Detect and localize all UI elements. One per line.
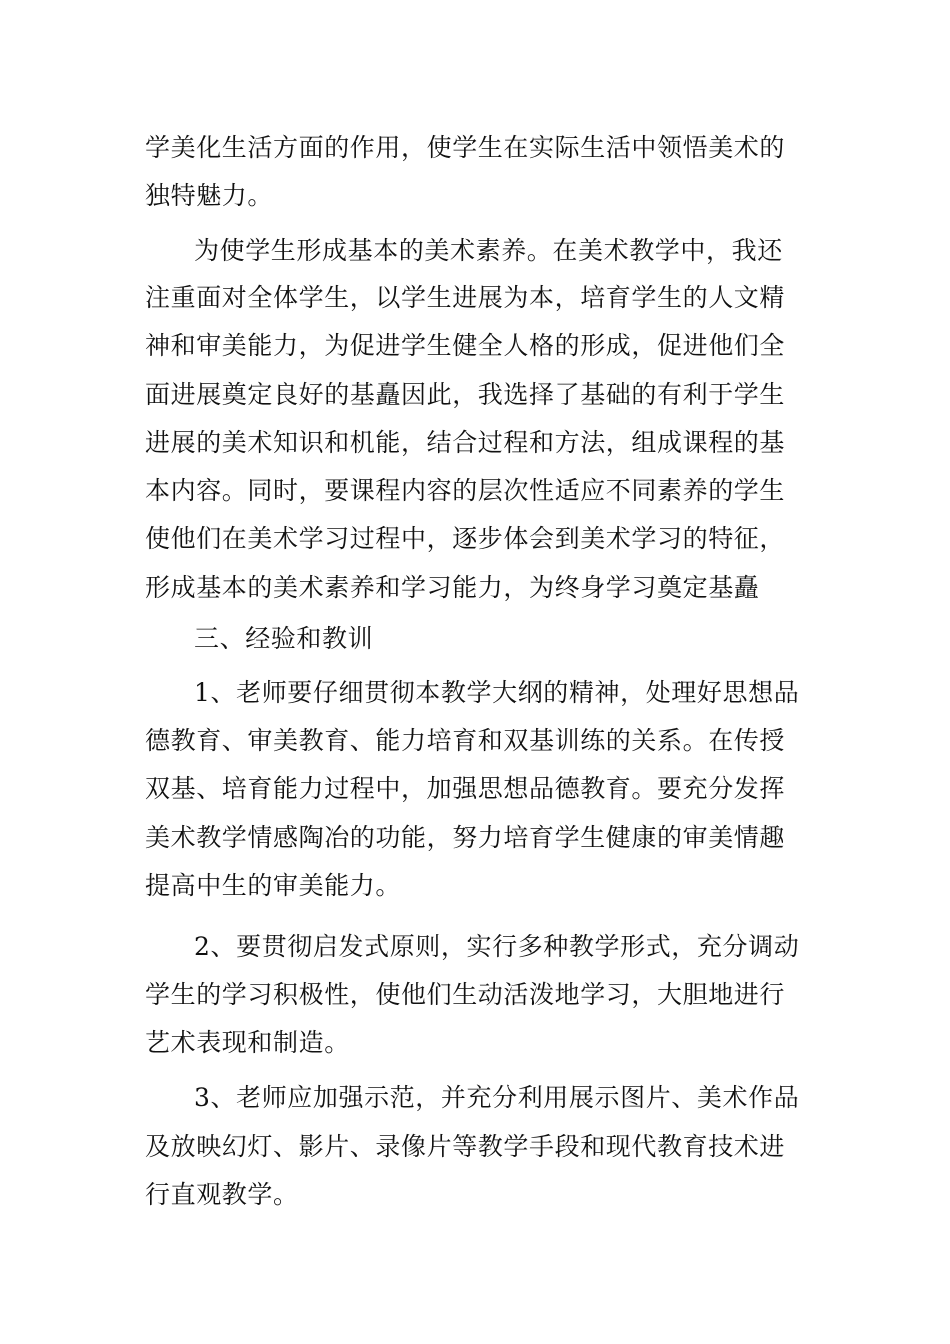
- text-line: 神和审美能力，为促进学生健全人格的形成，促进他们全: [145, 331, 786, 360]
- text-line: 及放映幻灯、影片、录像片等教学手段和现代教育技术进: [145, 1132, 786, 1161]
- text-line: 进展的美术知识和机能，结合过程和方法，组成课程的基: [145, 428, 786, 457]
- text-line: 本内容。同时，要课程内容的层次性适应不同素养的学生: [145, 476, 786, 505]
- text-line: 形成基本的美术素养和学习能力，为终身学习奠定基矗: [145, 573, 760, 602]
- text-line: 注重面对全体学生，以学生进展为本，培育学生的人文精: [145, 283, 786, 312]
- paragraph-first-line: 3、老师应加强示范，并充分利用展示图片、美术作品: [194, 1083, 800, 1112]
- text-line: 提高中生的审美能力。: [145, 871, 402, 900]
- text-line: 使他们在美术学习过程中，逐步体会到美术学习的特征，: [145, 524, 786, 553]
- paragraph-first-line: 为使学生形成基本的美术素养。在美术教学中，我还: [194, 236, 783, 265]
- text-line: 美术教学情感陶冶的功能，努力培育学生健康的审美情趣: [145, 823, 786, 852]
- text-line: 学美化生活方面的作用，使学生在实际生活中领悟美术的: [145, 133, 786, 162]
- text-line: 学生的学习积极性，使他们生动活泼地学习，大胆地进行: [145, 980, 786, 1009]
- section-heading: 三、经验和教训: [194, 624, 374, 653]
- text-line: 德教育、审美教育、能力培育和双基训练的关系。在传授: [145, 726, 786, 755]
- text-line: 独特魅力。: [145, 181, 274, 210]
- text-line: 面进展奠定良好的基矗因此，我选择了基础的有利于学生: [145, 380, 786, 409]
- text-line: 行直观教学。: [145, 1180, 299, 1209]
- text-line: 双基、培育能力过程中，加强思想品德教育。要充分发挥: [145, 774, 786, 803]
- paragraph-first-line: 1、老师要仔细贯彻本教学大纲的精神，处理好思想品: [194, 678, 800, 707]
- paragraph-first-line: 2、要贯彻启发式原则，实行多种教学形式，充分调动: [194, 932, 800, 961]
- text-line: 艺术表现和制造。: [145, 1028, 350, 1057]
